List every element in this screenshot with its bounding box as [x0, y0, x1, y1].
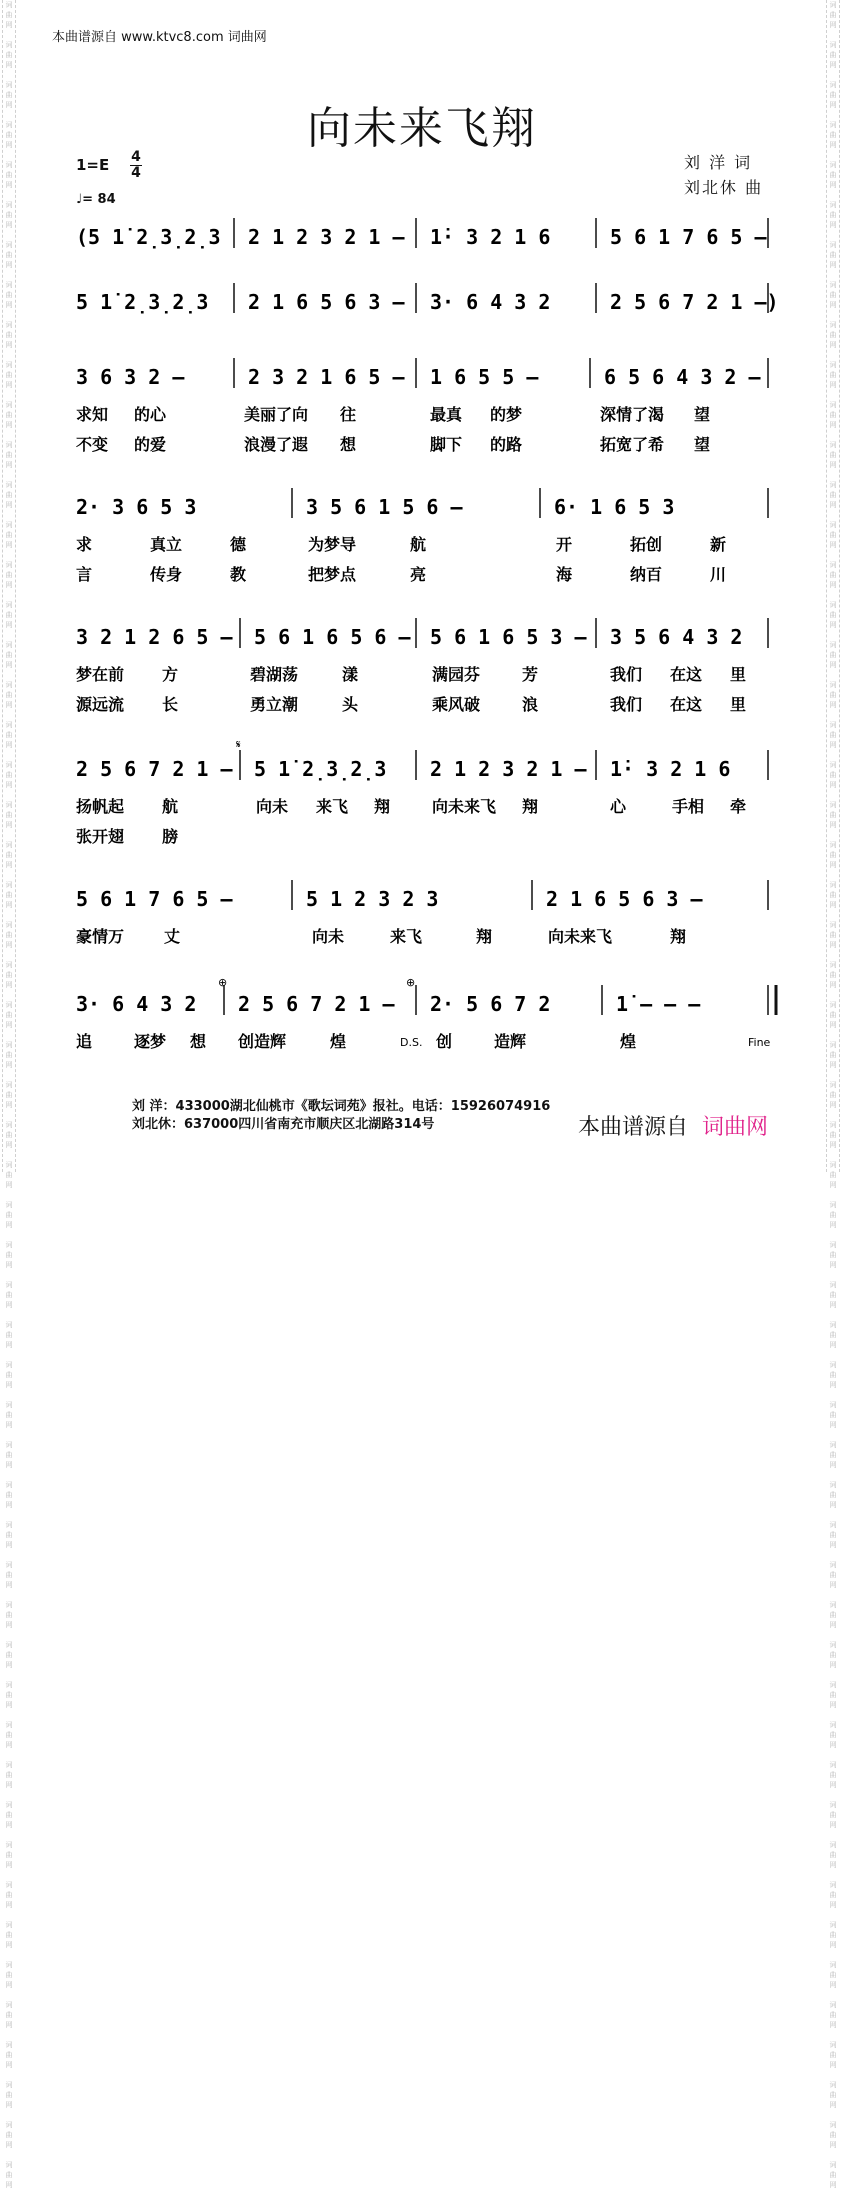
lyric-text: 为梦导 [308, 535, 357, 554]
lyric-text: 开 [556, 535, 573, 554]
lyric-text: 想 [190, 1032, 207, 1051]
measure-notes: 1̇ – – – [616, 992, 701, 1016]
lyric-text: 纳百 [630, 565, 663, 584]
fine-mark: Fine [748, 1036, 771, 1049]
lyric-text: 向未来飞 [548, 927, 613, 946]
lyric-text: 川 [710, 565, 727, 584]
lyric-text: 丈 [164, 927, 181, 946]
lyric-text: 浪 [522, 695, 539, 714]
measure-notes: 2 5 6 7 2 1 – [238, 992, 395, 1016]
lyric-text: 我们 [610, 665, 643, 684]
measure-notes: 2 5 6 7 2 1 – [76, 757, 233, 781]
segno-mark: 𝄋 [236, 738, 241, 751]
lyric-text: 言 [76, 565, 93, 584]
key-signature: 1=E [76, 156, 110, 174]
measure-notes: 2 1 2 3 2 1 – [248, 225, 405, 249]
lyric-text: 拓创 [630, 535, 663, 554]
lyric-text: 在这 [670, 695, 703, 714]
ds-mark: D.S. [400, 1036, 423, 1049]
lyric-text: 头 [342, 695, 359, 714]
measure-notes: 6· 1 6 5 3 [554, 495, 675, 519]
lyric-text: 长 [162, 695, 179, 714]
lyric-text: 求 [76, 535, 93, 554]
lyric-text: 最真 [430, 405, 463, 424]
measure-notes: 5 1̇ 2̣3̣2̣3 [254, 757, 387, 781]
lyric-text: 源远流 [76, 695, 125, 714]
lyric-text: 不变 [76, 435, 109, 454]
measure-notes: 6 5 6 4 3 2 – [604, 365, 761, 389]
measure-notes: 3 5 6 4 3 2 [610, 625, 743, 649]
measure-notes: 2 5 6 7 2 1 –) [610, 290, 779, 314]
lyric-text: 向未来飞 [432, 797, 497, 816]
measure-notes: 5 6 1 6 5 6 – [254, 625, 411, 649]
lyric-text: 煌 [330, 1032, 347, 1051]
lyric-text: 勇立潮 [250, 695, 299, 714]
lyric-text: 满园芬 [432, 665, 481, 684]
lyric-text: 翔 [374, 797, 391, 816]
measure-notes: 5 6 1 7 6 5 – [610, 225, 767, 249]
measure-notes: 5 1̇ 2̣3̣2̣3 [76, 290, 209, 314]
lyric-text: 求知 [76, 405, 109, 424]
brand-site: 词曲网 [702, 1115, 769, 1140]
lyric-text: 传身 [150, 565, 183, 584]
lyric-text: 拓宽了希 [600, 435, 665, 454]
lyric-text: 漾 [342, 665, 359, 684]
time-top: 4 [131, 149, 141, 165]
lyric-text: 扬帆起 [76, 797, 125, 816]
measure-notes: 1̇· 3 2 1 6 [610, 757, 731, 781]
measure-notes: 5 1 2 3 2 3 [306, 887, 439, 911]
lyric-text: 梦在前 [76, 665, 125, 684]
measure-notes: 2 1 2 3 2 1 – [430, 757, 587, 781]
lyric-text: 新 [710, 535, 727, 554]
lyric-text: 在这 [670, 665, 703, 684]
lyric-text: 翔 [522, 797, 539, 816]
lyric-text: 的心 [134, 405, 167, 424]
measure-notes: (5 1̇ 2̣3̣2̣3 [76, 225, 221, 249]
brand-watermark [578, 1110, 768, 1141]
lyric-text: 脚下 [430, 435, 463, 454]
lyric-text: 我们 [610, 695, 643, 714]
measure-notes: 5 6 1 7 6 5 – [76, 887, 233, 911]
lyric-text: 真立 [150, 535, 183, 554]
lyric-text: 张开翅 [76, 827, 125, 846]
lyric-text: 向未 [312, 927, 345, 946]
lyric-text: 浪漫了遐 [244, 435, 309, 454]
measure-notes: 1̇· 3 2 1 6 [430, 225, 551, 249]
measure-notes: 3· 6 4 3 2 [76, 992, 197, 1016]
lyric-text: 亮 [410, 565, 427, 584]
lyric-text: 的路 [490, 435, 523, 454]
lyric-text: 教 [230, 565, 247, 584]
contact-footer [132, 1098, 550, 1134]
lyric-text: 牵 [730, 797, 747, 816]
coda-mark: ⊕ [406, 976, 416, 989]
lyric-text: 逐梦 [134, 1032, 167, 1051]
lyric-text: 的爱 [134, 435, 167, 454]
lyric-text: 航 [410, 535, 427, 554]
lyric-text: 向未 [256, 797, 289, 816]
lyric-text: 创 [436, 1032, 453, 1051]
coda-mark: ⊕ [218, 976, 228, 989]
measure-notes: 3· 6 4 3 2 [430, 290, 551, 314]
lyric-text: 往 [340, 405, 357, 424]
time-bottom: 4 [131, 165, 141, 181]
lyric-text: 追 [76, 1032, 93, 1051]
lyric-text: 把梦点 [308, 565, 357, 584]
measure-notes: 2· 5 6 7 2 [430, 992, 551, 1016]
left-watermark-strip: 词 曲 网 词 曲 网 词 曲 网 词 曲 网 词 曲 网 词 曲 网 词 曲 网 词 曲 网 词 曲 网 词 曲 网 词 曲 网 词 曲 网 词 曲 网 词 曲 网 词 曲 网 词 曲 网 词 曲 网 词 曲 网 词 曲 网 词 曲 网 词 曲 网 词 曲 网 词 曲 网 词 曲 网 词 曲 网 词 曲 网 词 曲 网 词 曲 网 词 曲 网 词 曲 网 词 曲 网 词 曲 网 词 曲 网 词 曲 网 词 曲 网 词 曲 网 词 曲 网 词 曲 网 词 曲 网 词 曲 网 词 曲 网 词 曲 网 词 曲 网 词 曲 网 词 曲 网 词 曲 网 词 曲 网 词 曲 网 词 曲 网 词 曲 网 词 曲 网 词 曲 网 词 曲 网 词 曲 网 词 曲 网 [2, 0, 16, 1172]
lyric-text: 深情了渴 [600, 405, 665, 424]
lyric-text: 想 [340, 435, 357, 454]
lyric-text: 里 [730, 665, 747, 684]
song-title: 向未来飞翔 [307, 103, 537, 154]
lyric-text: 创造辉 [238, 1032, 287, 1051]
tempo-value: = 84 [82, 192, 116, 207]
footer-line-composer: 刘北休：637000四川省南充市顺庆区北湖路314号 [132, 1117, 435, 1132]
right-watermark-strip: 词 曲 网 词 曲 网 词 曲 网 词 曲 网 词 曲 网 词 曲 网 词 曲 网 词 曲 网 词 曲 网 词 曲 网 词 曲 网 词 曲 网 词 曲 网 词 曲 网 词 曲 网 词 曲 网 词 曲 网 词 曲 网 词 曲 网 词 曲 网 词 曲 网 词 曲 网 词 曲 网 词 曲 网 词 曲 网 词 曲 网 词 曲 网 词 曲 网 词 曲 网 词 曲 网 词 曲 网 词 曲 网 词 曲 网 词 曲 网 词 曲 网 词 曲 网 词 曲 网 词 曲 网 词 曲 网 词 曲 网 词 曲 网 词 曲 网 词 曲 网 词 曲 网 词 曲 网 词 曲 网 词 曲 网 词 曲 网 词 曲 网 词 曲 网 词 曲 网 词 曲 网 词 曲 网 词 曲 网 词 曲 网 [826, 0, 840, 1172]
lyric-text: 芳 [522, 665, 539, 684]
composer-credit: 刘北休 曲 [684, 178, 764, 197]
measure-notes: 2 3 2 1 6 5 – [248, 365, 405, 389]
lyric-text: 海 [556, 565, 573, 584]
lyric-text: 膀 [162, 827, 179, 846]
lyric-text: 望 [694, 435, 711, 454]
measure-notes: 2 1 6 5 6 3 – [546, 887, 703, 911]
footer-line-lyricist: 刘 洋：433000湖北仙桃市《歌坛词苑》报社。电话：15926074916 [132, 1099, 551, 1114]
lyric-text: 航 [162, 797, 179, 816]
measure-notes: 5 6 1 6 5 3 – [430, 625, 587, 649]
measure-notes: 3 5 6 1 5 6 – [306, 495, 463, 519]
lyric-text: 豪情万 [76, 927, 125, 946]
measure-notes: 3 6 3 2 – [76, 365, 185, 389]
lyric-text: 美丽了向 [244, 405, 309, 424]
lyric-text: 里 [730, 695, 747, 714]
lyric-text: 碧湖荡 [250, 665, 299, 684]
lyric-text: 翔 [670, 927, 687, 946]
lyric-text: 望 [694, 405, 711, 424]
brand-text: 本曲谱源自 [578, 1115, 689, 1140]
lyric-text: 方 [162, 665, 179, 684]
lyric-text: 翔 [476, 927, 493, 946]
lyric-text: 德 [230, 535, 247, 554]
lyric-text: 手相 [672, 797, 705, 816]
measure-notes: 3 2 1 2 6 5 – [76, 625, 233, 649]
lyric-text: 来飞 [316, 797, 349, 816]
lyric-text: 心 [610, 797, 627, 816]
quarter-note-icon: ♩ [76, 192, 83, 207]
lyric-text: 造辉 [494, 1032, 527, 1051]
lyricist-credit: 刘 洋 词 [684, 153, 753, 172]
source-line: 本曲谱源自 www.ktvc8.com 词曲网 [52, 30, 267, 45]
measure-notes: 2· 3 6 5 3 [76, 495, 197, 519]
measure-notes: 2 1 6 5 6 3 – [248, 290, 405, 314]
lyric-text: 乘风破 [432, 695, 481, 714]
lyric-text: 的梦 [490, 405, 523, 424]
lyric-text: 煌 [620, 1032, 637, 1051]
measure-notes: 1 6 5 5 – [430, 365, 539, 389]
lyric-text: 来飞 [390, 927, 423, 946]
